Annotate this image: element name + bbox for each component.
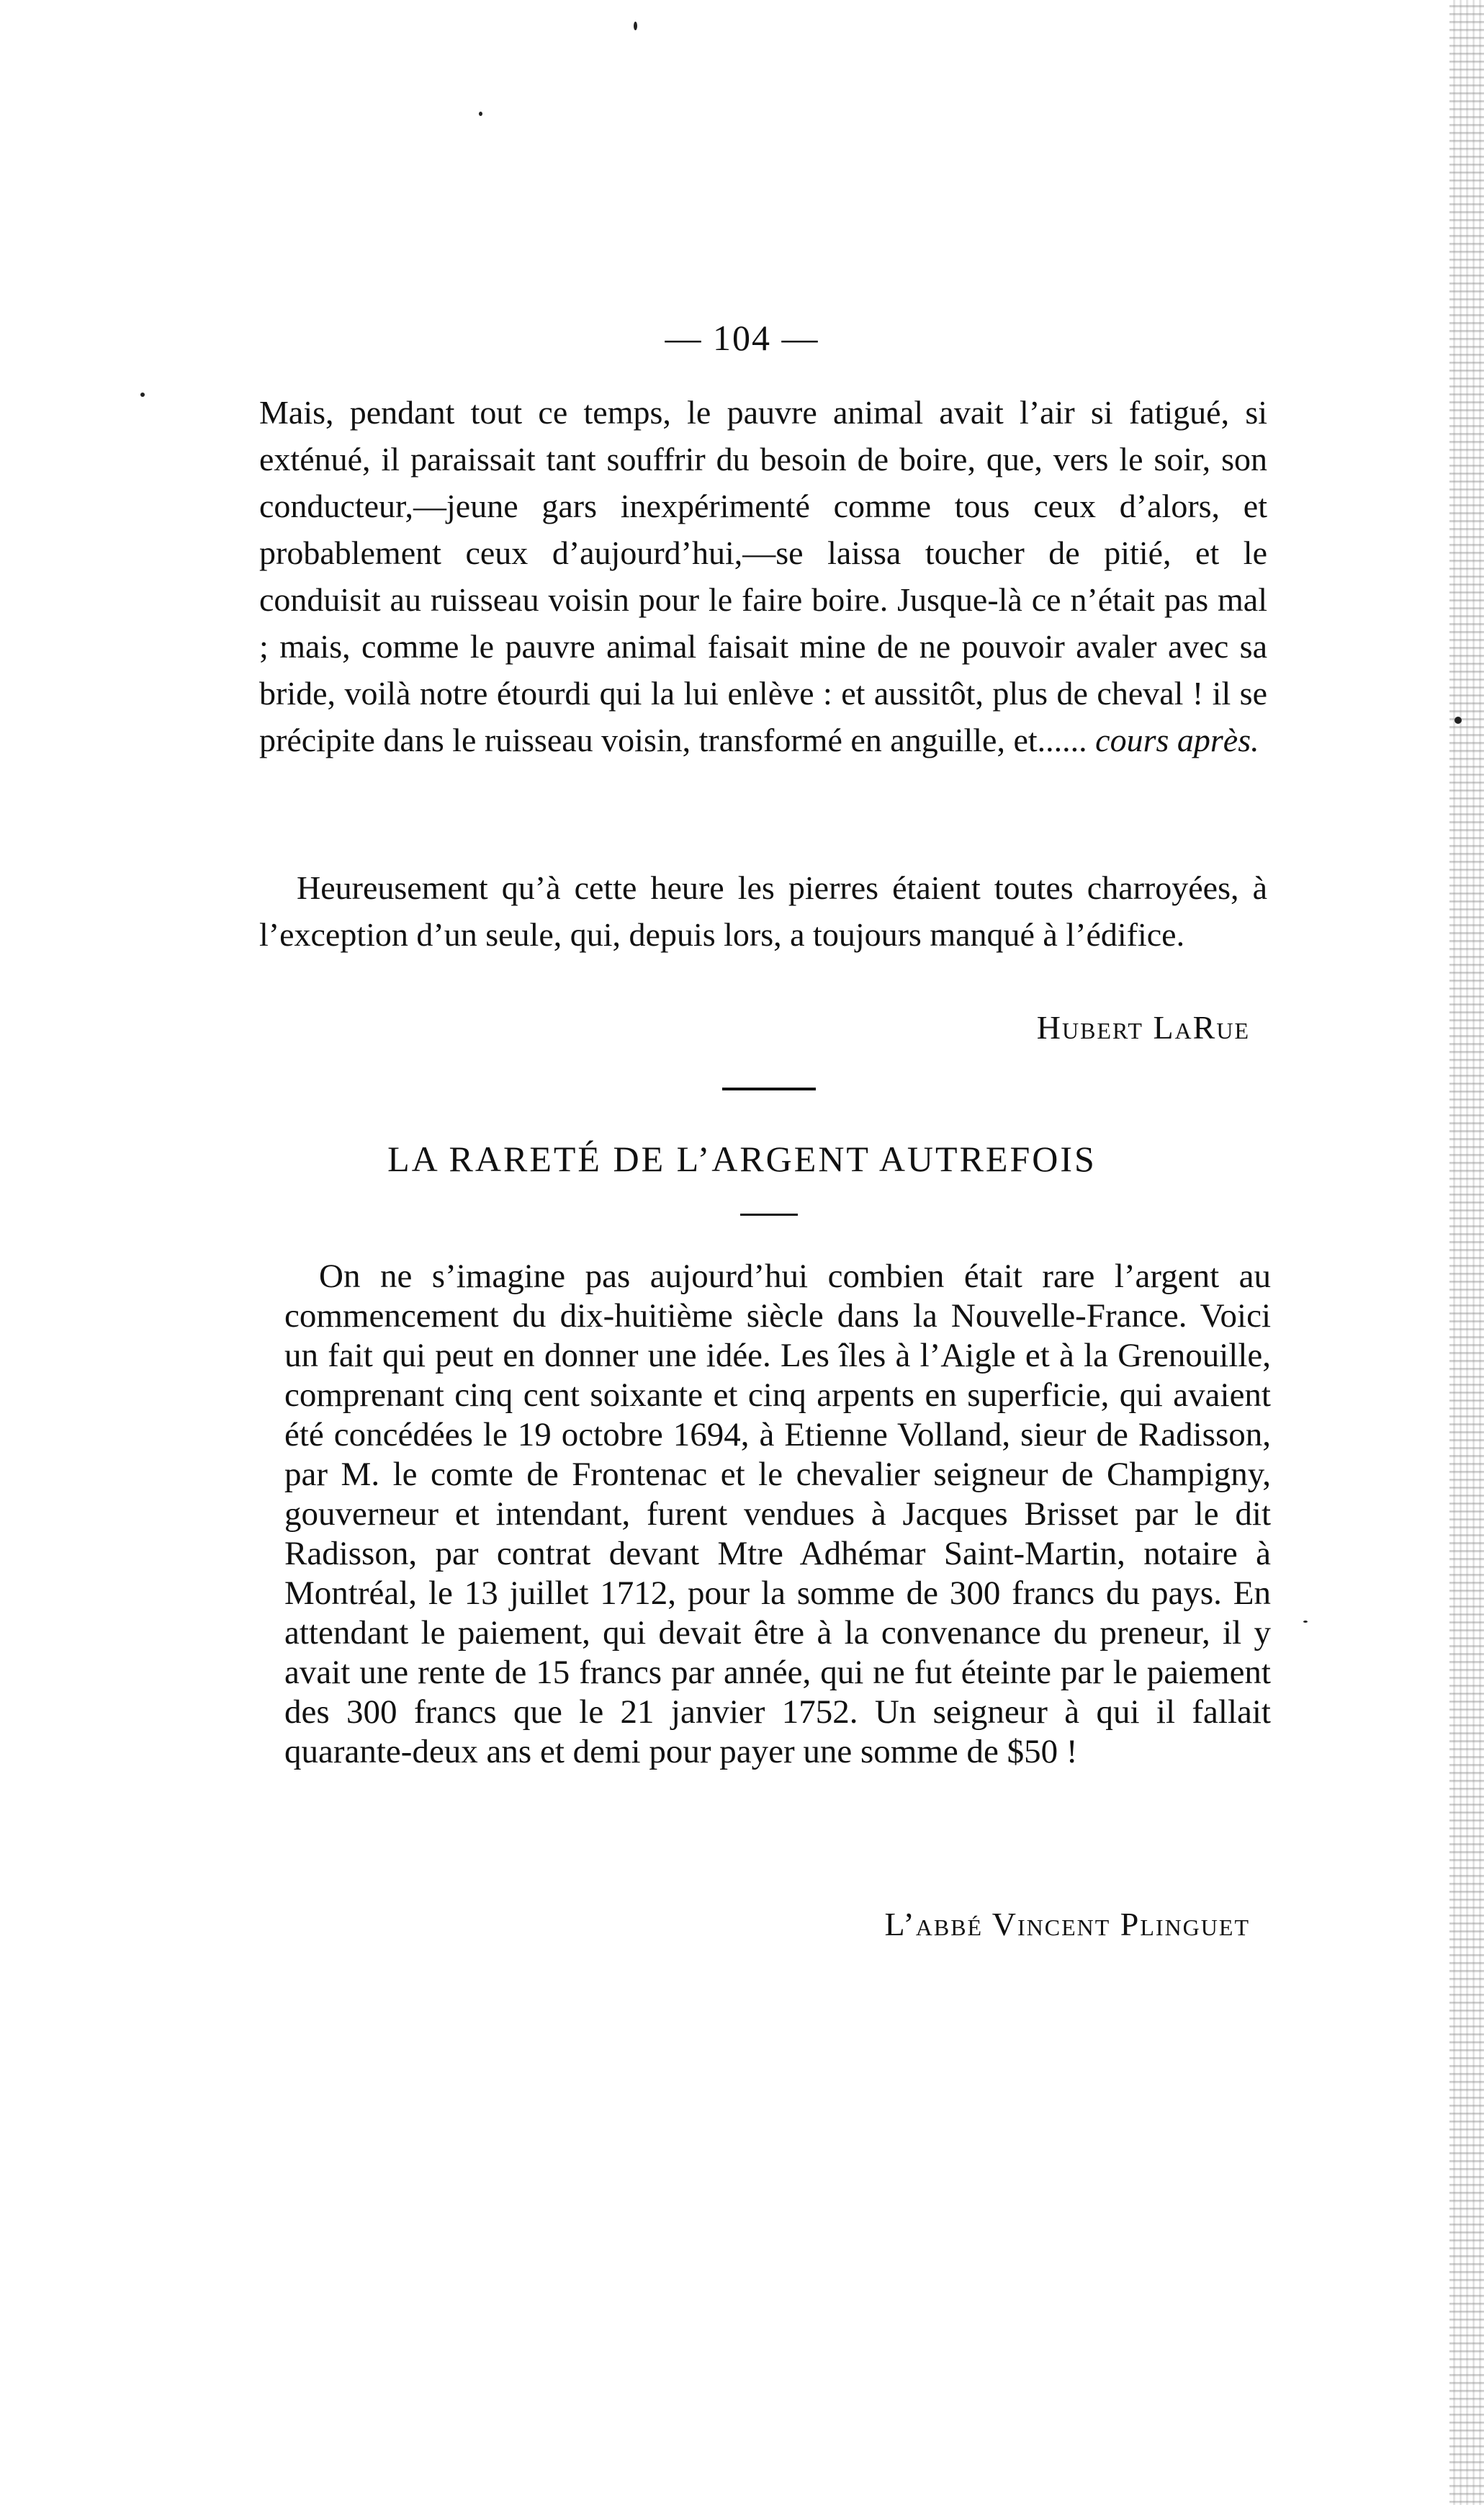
scan-edge-noise <box>1449 0 1484 2505</box>
article2-paragraph: On ne s’imagine pas aujourd’hui combien était rare l’argent au commencement du dix-huitième siècle dans la Nouvelle-France. Voici un fait qui peut en donner une idée. Les îles à l’Aigle et à la Grenouille, comprenant cinq cent soixante et cinq arpents en superficie, qui avaient été concédées le 19 octobre 1694, à Etienne Volland, sieur de Radisson, par M. le comte de Frontenac et le chevalier seigneur de Champigny, gouverneur et intendant, furent vendues à Jacques Brisset par le dit Radisson, par contrat devant Mtre Adhémar Saint-Martin, notaire à Montréal, le 13 juillet 1712, pour la somme de 300 francs du pays. En attendant le paiement, qui devait être à la convenance du preneur, il y avait une rente de 15 francs par année, qui ne fut éteinte par le paiement des 300 francs que le 21 janvier 1752. Un seigneur à qui il fallait quarante-deux ans et demi pour payer une somme de $50 ! <box>284 1258 1271 1770</box>
page-number: — 104 — <box>665 318 819 358</box>
article2-title: LA RARETÉ DE L’ARGENT AUTREFOIS <box>387 1139 1097 1179</box>
scan-speck <box>634 22 637 30</box>
article1-signature: Hubert LaRue <box>1036 1009 1250 1046</box>
section-divider <box>722 1088 816 1090</box>
article1-paragraph1-italic: cours après. <box>1095 722 1259 758</box>
article1-paragraph2 <box>259 864 1267 958</box>
article2-signature: L’abbé Vincent Plinguet <box>884 1906 1250 1942</box>
scan-speck <box>479 112 482 116</box>
article1-paragraph1-text: Mais, pendant tout ce temps, le pauvre animal avait l’air si fatigué, si exténué, il paraissait tant souffrir du besoin de boire, que, vers le soir, son conducteur,—jeune gars inexpérimenté comme tous ceux d’alors, et probablement ceux d’aujourd’hui,—se laissa toucher de pitié, et le conduisit au ruisseau voisin pour le faire boire. Jusque-là ce n’était pas mal ; mais, comme le pauvre animal faisait mine de ne pouvoir avaler avec sa bride, voilà notre étourdi qui la lui enlève : et aussitôt, plus de cheval ! il se précipite dans le ruisseau voisin, transformé en anguille, et...... <box>259 394 1267 758</box>
title-underline <box>740 1214 798 1216</box>
article1-paragraph1 <box>259 389 1267 763</box>
scan-speck <box>1454 717 1462 724</box>
scan-speck <box>140 393 145 397</box>
scan-speck <box>1303 1621 1308 1623</box>
article1-paragraph2-text: Heureusement qu’à cette heure les pierres étaient toutes charroyées, à l’exception d’un seule, qui, depuis lors, a toujours manqué à l’édifice. <box>259 869 1267 953</box>
